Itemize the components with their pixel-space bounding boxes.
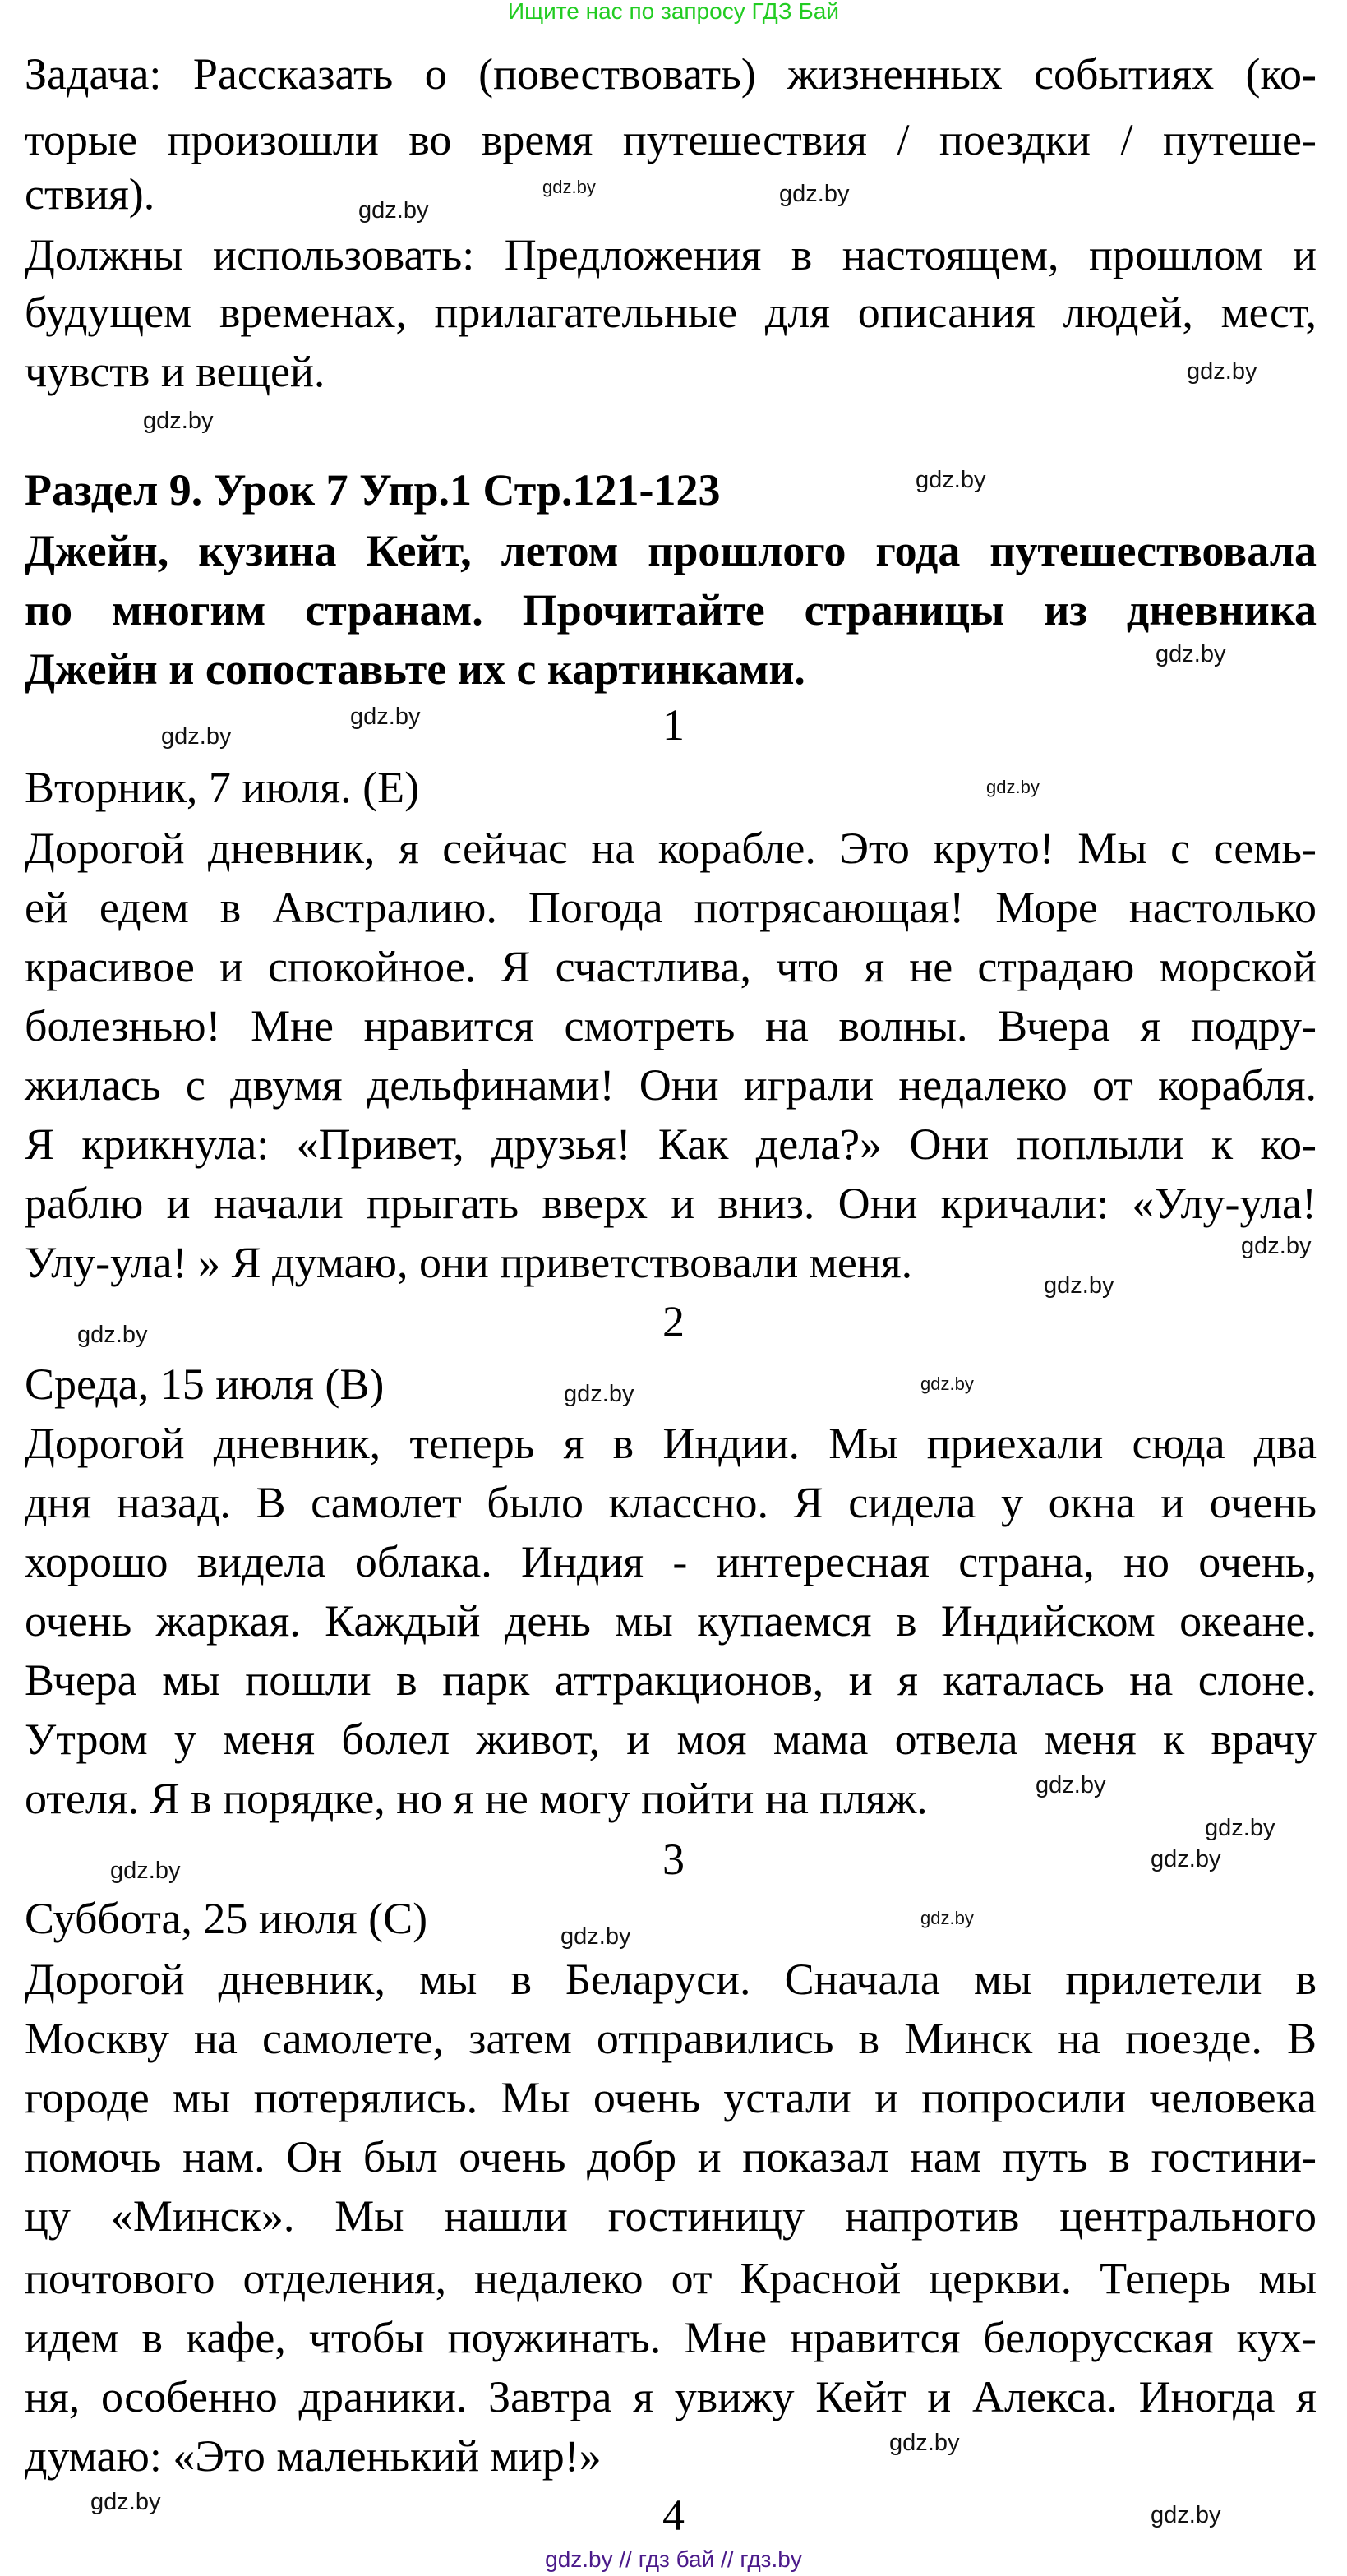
section-heading-line: Джейн и сопоставьте их с картинками. [25,644,805,694]
text-line: отеля. Я в порядке, но я не могу пойти на пляж. [25,1774,928,1823]
text-line: идем в кафе, чтобы поужинать. Мне нравится белорусская кух- [25,2313,1317,2362]
text-line: ей едем в Австралию. Погода потрясающая! Море настолько [25,883,1317,932]
text-line: болезнью! Мне нравится смотреть на волны. Вчера я подру- [25,1001,1317,1050]
watermark: gdz.by [1044,1272,1114,1299]
watermark: gdz.by [1156,641,1226,667]
page-number: 2 [662,1297,685,1346]
text-line: Я крикнула: «Привет, друзья! Как дела?» Они поплыли к ко- [25,1119,1317,1169]
text-line: очень жаркая. Каждый день мы купаемся в Индийском океане. [25,1596,1317,1646]
section-heading-line: Раздел 9. Урок 7 Упр.1 Стр.121-123 [25,465,721,515]
text-line: Вчера мы пошли в парк аттракционов, и я каталась на слоне. [25,1655,1317,1705]
section-heading-line: по многим странам. Прочитайте страницы из дневника [25,585,1317,635]
text-line: Утром у меня болел живот, и моя мама отвела меня к врачу [25,1715,1317,1764]
page-number: 4 [662,2491,685,2540]
text-line: Улу-ула! » Я думаю, они приветствовали меня. [25,1238,913,1287]
page-number: 1 [662,700,685,750]
text-line: Задача: Рассказать о (повествовать) жизненных событиях (ко- [25,49,1317,99]
watermark: gdz.by [350,704,421,730]
header-banner[interactable]: Ищите нас по запросу ГДЗ Бай [507,0,840,24]
watermark: gdz.by [920,1373,974,1394]
text-line: Дорогой дневник, мы в Беларуси. Сначала мы прилетели в [25,1955,1317,2004]
watermark: gdz.by [77,1322,148,1348]
text-line: городе мы потерялись. Мы очень устали и попросили человека [25,2073,1317,2122]
text-line: Дорогой дневник, я сейчас на корабле. Это круто! Мы с семь- [25,824,1317,873]
watermark: gdz.by [779,181,850,207]
watermark: gdz.by [358,197,429,224]
watermark: gdz.by [1205,1815,1275,1841]
watermark: gdz.by [143,408,214,434]
watermark: gdz.by [1241,1233,1312,1259]
watermark: gdz.by [161,723,232,750]
watermark: gdz.by [1036,1772,1106,1798]
watermark: gdz.by [90,2489,161,2515]
text-line: Суббота, 25 июля (C) [25,1894,428,1943]
text-line: торые произошли во время путешествия / поездки / путеше- [25,115,1317,164]
text-line: Вторник, 7 июля. (E) [25,763,420,812]
text-line: хорошо видела облака. Индия - интересная страна, но очень, [25,1537,1317,1586]
watermark: gdz.by [1151,2502,1221,2528]
text-line: Москву на самолете, затем отправились в Минск на поезде. В [25,2014,1317,2063]
watermark: gdz.by [564,1381,634,1407]
text-line: дня назад. В самолет было классно. Я сидела у окна и очень [25,1478,1317,1527]
section-heading-line: Джейн, кузина Кейт, летом прошлого года путешествовала [25,526,1317,575]
watermark: gdz.by [916,467,986,493]
text-line: красивое и спокойное. Я счастлива, что я не страдаю морской [25,942,1317,991]
watermark: gdz.by [1187,358,1257,385]
text-line: будущем временах, прилагательные для описания людей, мест, [25,288,1317,337]
text-line: Дорогой дневник, теперь я в Индии. Мы приехали сюда два [25,1419,1317,1468]
text-line: думаю: «Это маленький мир!» [25,2431,602,2481]
footer-links[interactable]: gdz.by // гдз бай // гдз.by [545,2546,802,2572]
text-line: ня, особенно драники. Завтра я увижу Кейт и Алекса. Иногда я [25,2372,1317,2421]
text-line: ствия). [25,169,155,219]
page-number: 3 [662,1835,685,1884]
text-line: Должны использовать: Предложения в настоящем, прошлом и [25,230,1317,279]
text-line: цу «Минск». Мы нашли гостиницу напротив центрального [25,2191,1317,2241]
text-line: раблю и начали прыгать вверх и вниз. Они кричали: «Улу-ула! [25,1179,1317,1228]
text-line: помочь нам. Он был очень добр и показал нам путь в гостини- [25,2132,1317,2181]
watermark: gdz.by [920,1908,974,1928]
text-line: чувств и вещей. [25,347,325,396]
watermark: gdz.by [542,177,596,197]
watermark: gdz.by [986,777,1040,797]
watermark: gdz.by [560,1923,631,1950]
watermark: gdz.by [110,1858,181,1884]
watermark: gdz.by [1151,1846,1221,1872]
watermark: gdz.by [889,2430,960,2456]
text-line: жилась с двумя дельфинами! Они играли недалеко от корабля. [25,1060,1317,1110]
text-line: Среда, 15 июля (B) [25,1360,385,1409]
text-line: почтового отделения, недалеко от Красной церкви. Теперь мы [25,2254,1317,2303]
